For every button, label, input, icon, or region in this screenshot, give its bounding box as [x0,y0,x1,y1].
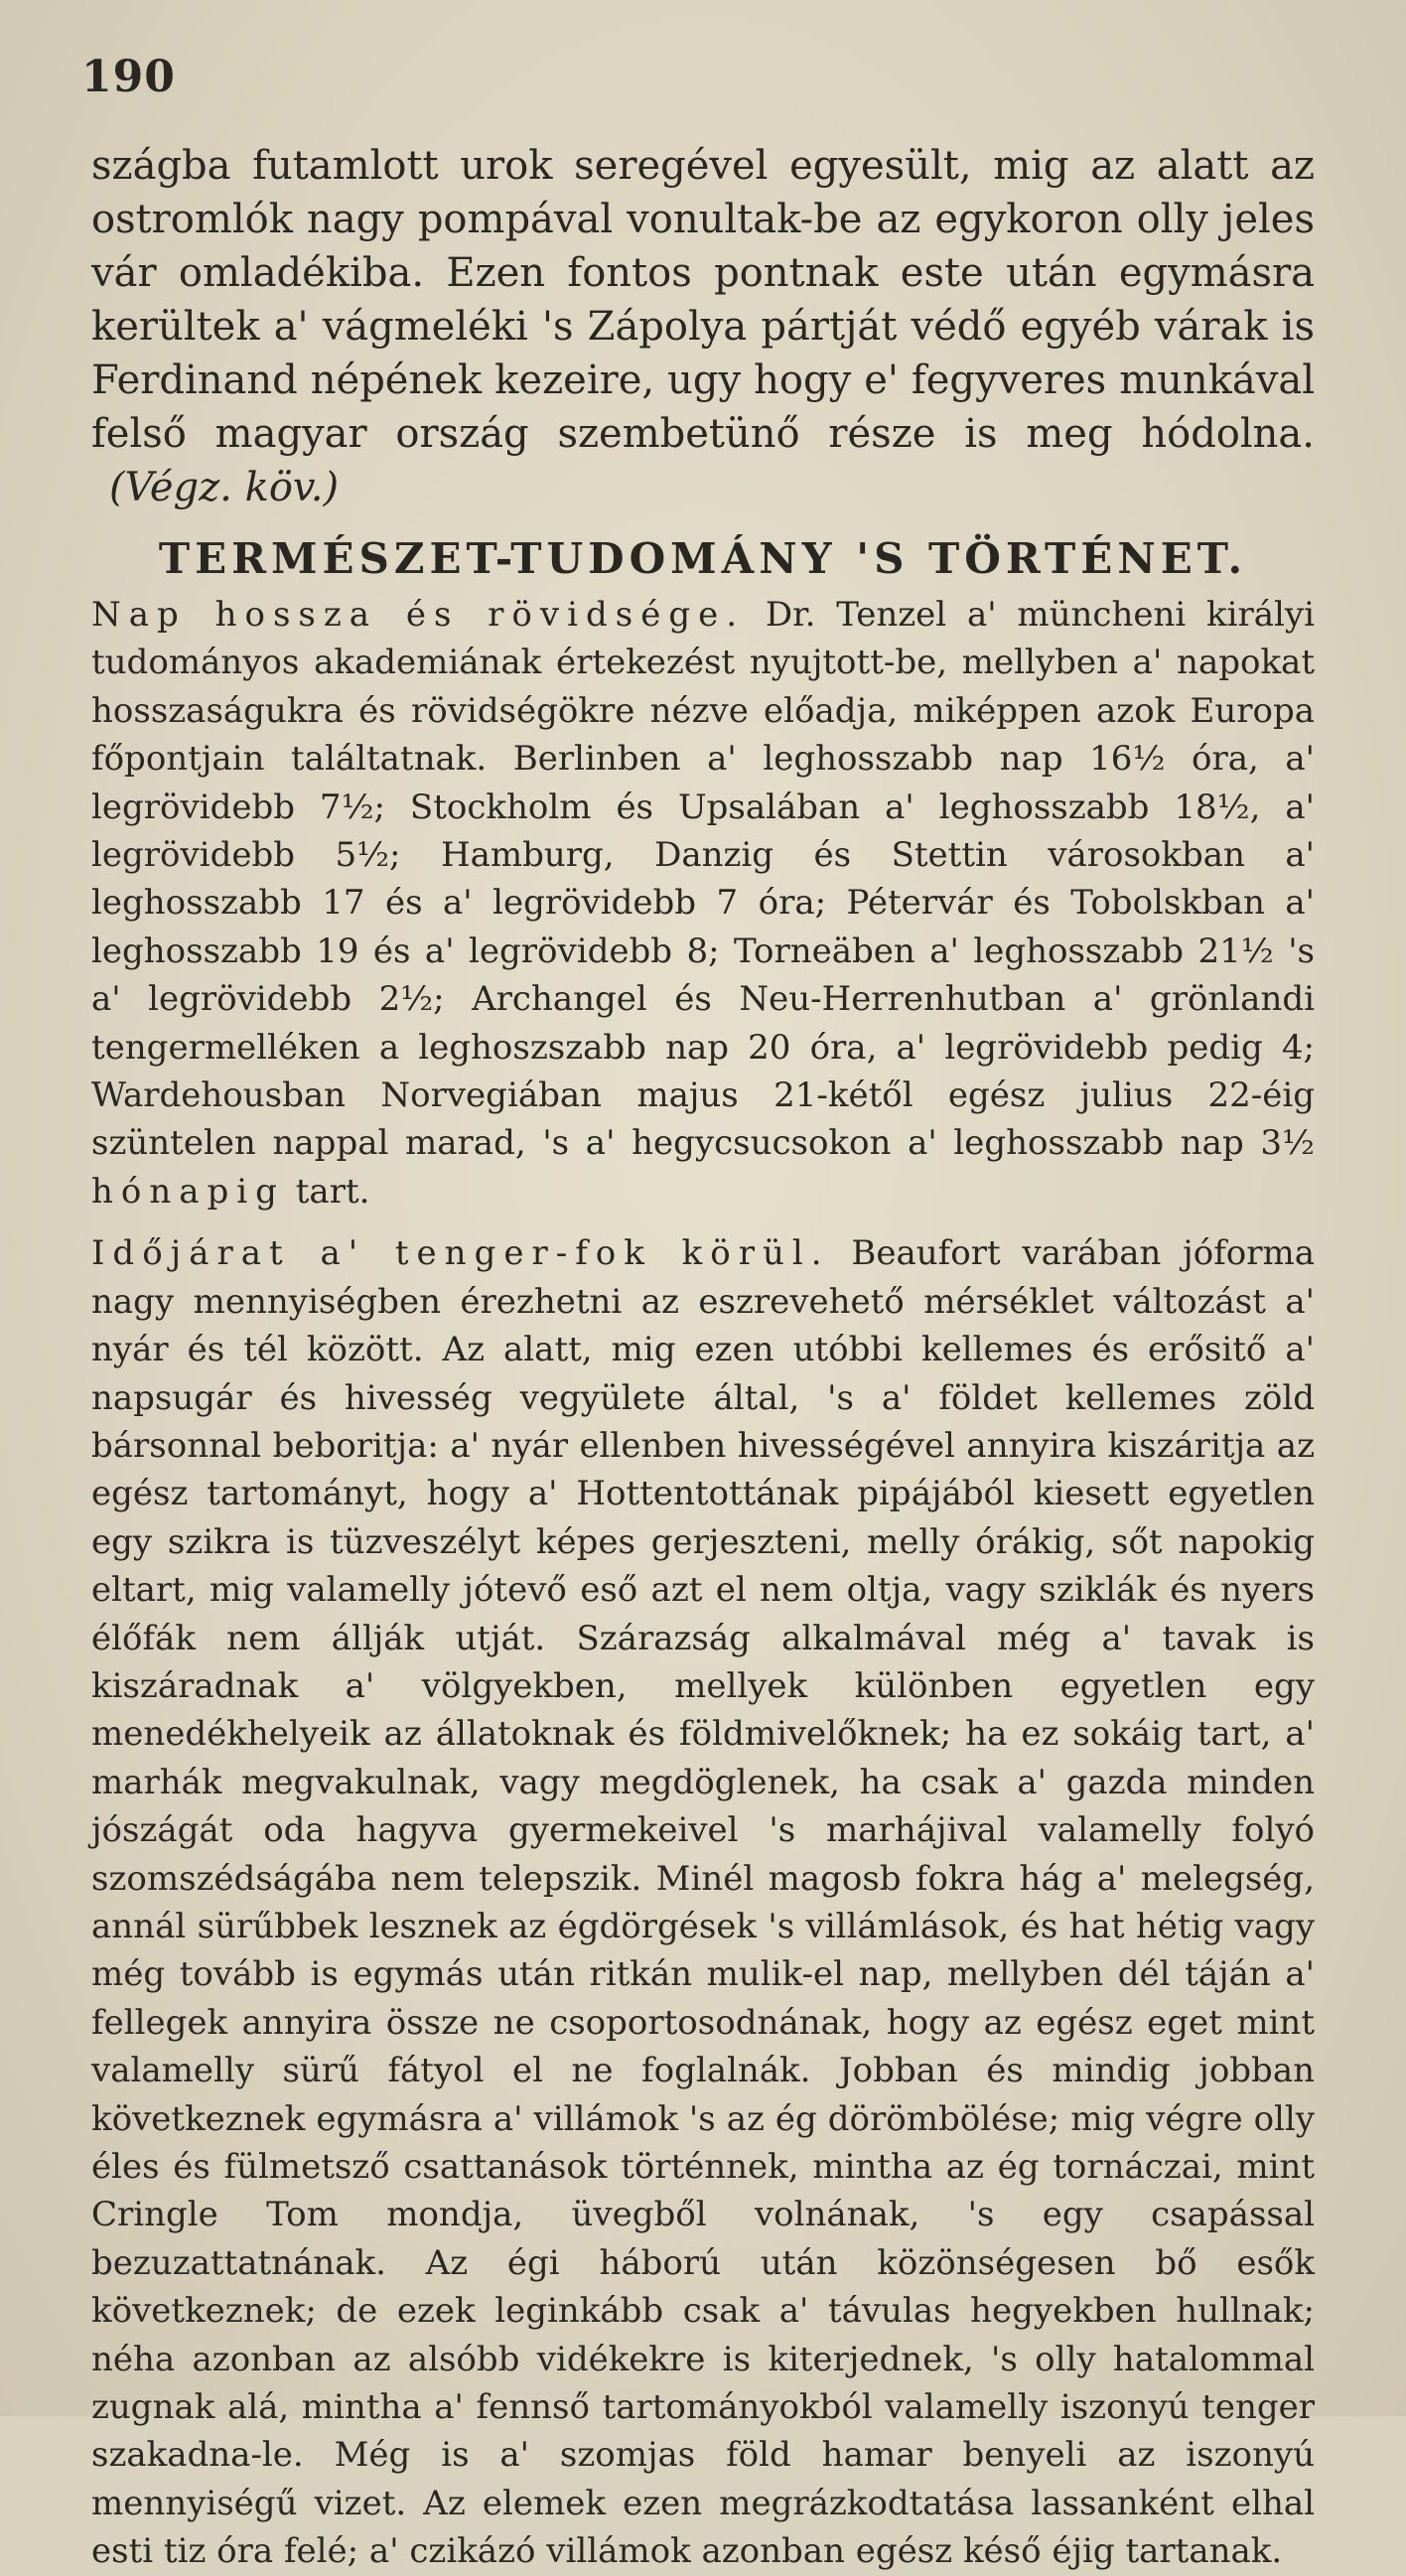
weather-text: Beaufort varában jóforma nagy mennyiségben érezhetni az eszrevehető mérséklet változást a' nyár és tél között. Az alatt, mig ezen utóbbi kellemes és erősitő a' napsugár és hivesség vegyülete által, 's a' földet kellemes zöld bársonnal beboritja: a' nyár ellenben hivességével annyira kiszáritja az egész tartományt, hogy a' Hottentottának pipájából kiesett egyetlen egy szikra is tüzveszélyt képes gerjeszteni, melly órákig, sőt napokig eltart, mig valamelly jótevő eső azt el nem oltja, vagy sziklák és nyers élőfák nem állják utját. Szárazság alkalmával még a' tavak is kiszáradnak a' völgyekben, mellyek különben egyetlen egy menedékhelyeik az állatoknak és földmivelőknek; ha ez sokáig tart, a' marhák megvakulnak, vagy megdöglenek, ha csak a' gazda minden jószágát oda hagyva gyermekeivel 's marhájival valamelly folyó szomszédságába nem telepszik. Minél magosb fokra hág a' melegség, annál sürűbbek lesznek az égdörgések 's villámlások, és hat hétig vagy még tovább is egymás után ritkán mulik-el nap, mellyben dél táján a' fellegek annyira össze ne csoportosodnának, hogy az egész eget mint valamelly sürű fátyol el ne foglalnák. Jobban és mindig jobban következnek egymásra a' villámok 's az ég dörömbölése; mig végre olly éles és fülmetsző csattanások történnek, mintha az ég tornáczai, mint Cringle Tom mondja, üvegből volnának, 's egy csapással bezuzattatnának. Az égi háború után közönségesen bő esők következnek; de ezek leginkább csak a' távulas hegyekben hullnak; néha azonban az alsóbb vidékekre is kiterjednek, 's olly hatalommal zugnak alá, mintha a' fennső tartományokból valamelly iszonyú tenger szakadna-le. Még is a' szomjas föld hamar benyeli az iszonyú mennyiségű vizet. Az elemek ezen megrázkodtatása lassanként elhal esti tiz óra felé; a' czikázó villámok azonban egész késő éjig tartanak. [91,1233,1316,2572]
weather-paragraph [91,1229,1315,2575]
weather-lead: Időjárat a' tenger-fok körül. [91,1233,830,1274]
continuation-text: szágba futamlott urok seregével egyesült, mig az alatt az ostromlók nagy pompával vonultak-be az egykoron olly jeles vár omladékiba. Ezen fontos pontnak este után egymásra kerültek a' vágmeléki 's Zápolya pártját védő egyéb várak is Ferdinand népének kezeire, ugy hogy e' fegyveres munkával felső magyar ország szembetünő része is meg hódolna. [91,143,1315,457]
continuation-paragraph [91,139,1315,514]
section-title: TERMÉSZET-TUDOMÁNY 'S TÖRTÉNET. [158,534,1248,583]
day-length-lead: Nap hossza és rövidsége. [91,595,746,635]
day-length-paragraph [91,591,1315,1216]
continued-note: (Végz. köv.) [109,465,340,510]
page-content [91,139,1315,2576]
day-length-text: Dr. Tenzel a' müncheni királyi tudományos akademiának értekezést nyujtott-be, mellyben a' napokat hosszaságukra és rövidségökre nézve előadja, miképpen azok Europa főpontjain találtatnak. Berlinben a' leghosszabb nap 16½ óra, a' legrövidebb 7½; Stockholm és Upsalában a' leghosszabb 18½, a' legrövidebb 5½; Hamburg, Danzig és Stettin városokban a' leghosszabb 17 és a' legrövidebb 7 óra; Pétervár és Tobolskban a' leghosszabb 19 és a' legrövidebb 8; Torneäben a' leghosszabb 21½ 's a' legrövidebb 2½; Archangel és Neu-Herrenhutban a' grönlandi tengermelléken a leghoszszabb nap 20 óra, a' legrövidebb pedig 4; Wardehousban Norvegiában majus 21-kétől egész julius 22-éig szüntelen nappal marad, 's a' hegycsucsokon a' leghosszabb nap 3½ [91,595,1315,1164]
day-length-end: tart. [295,1171,370,1212]
day-length-spaced-tail: hónapig [91,1171,285,1212]
page-number: 190 [81,52,176,102]
